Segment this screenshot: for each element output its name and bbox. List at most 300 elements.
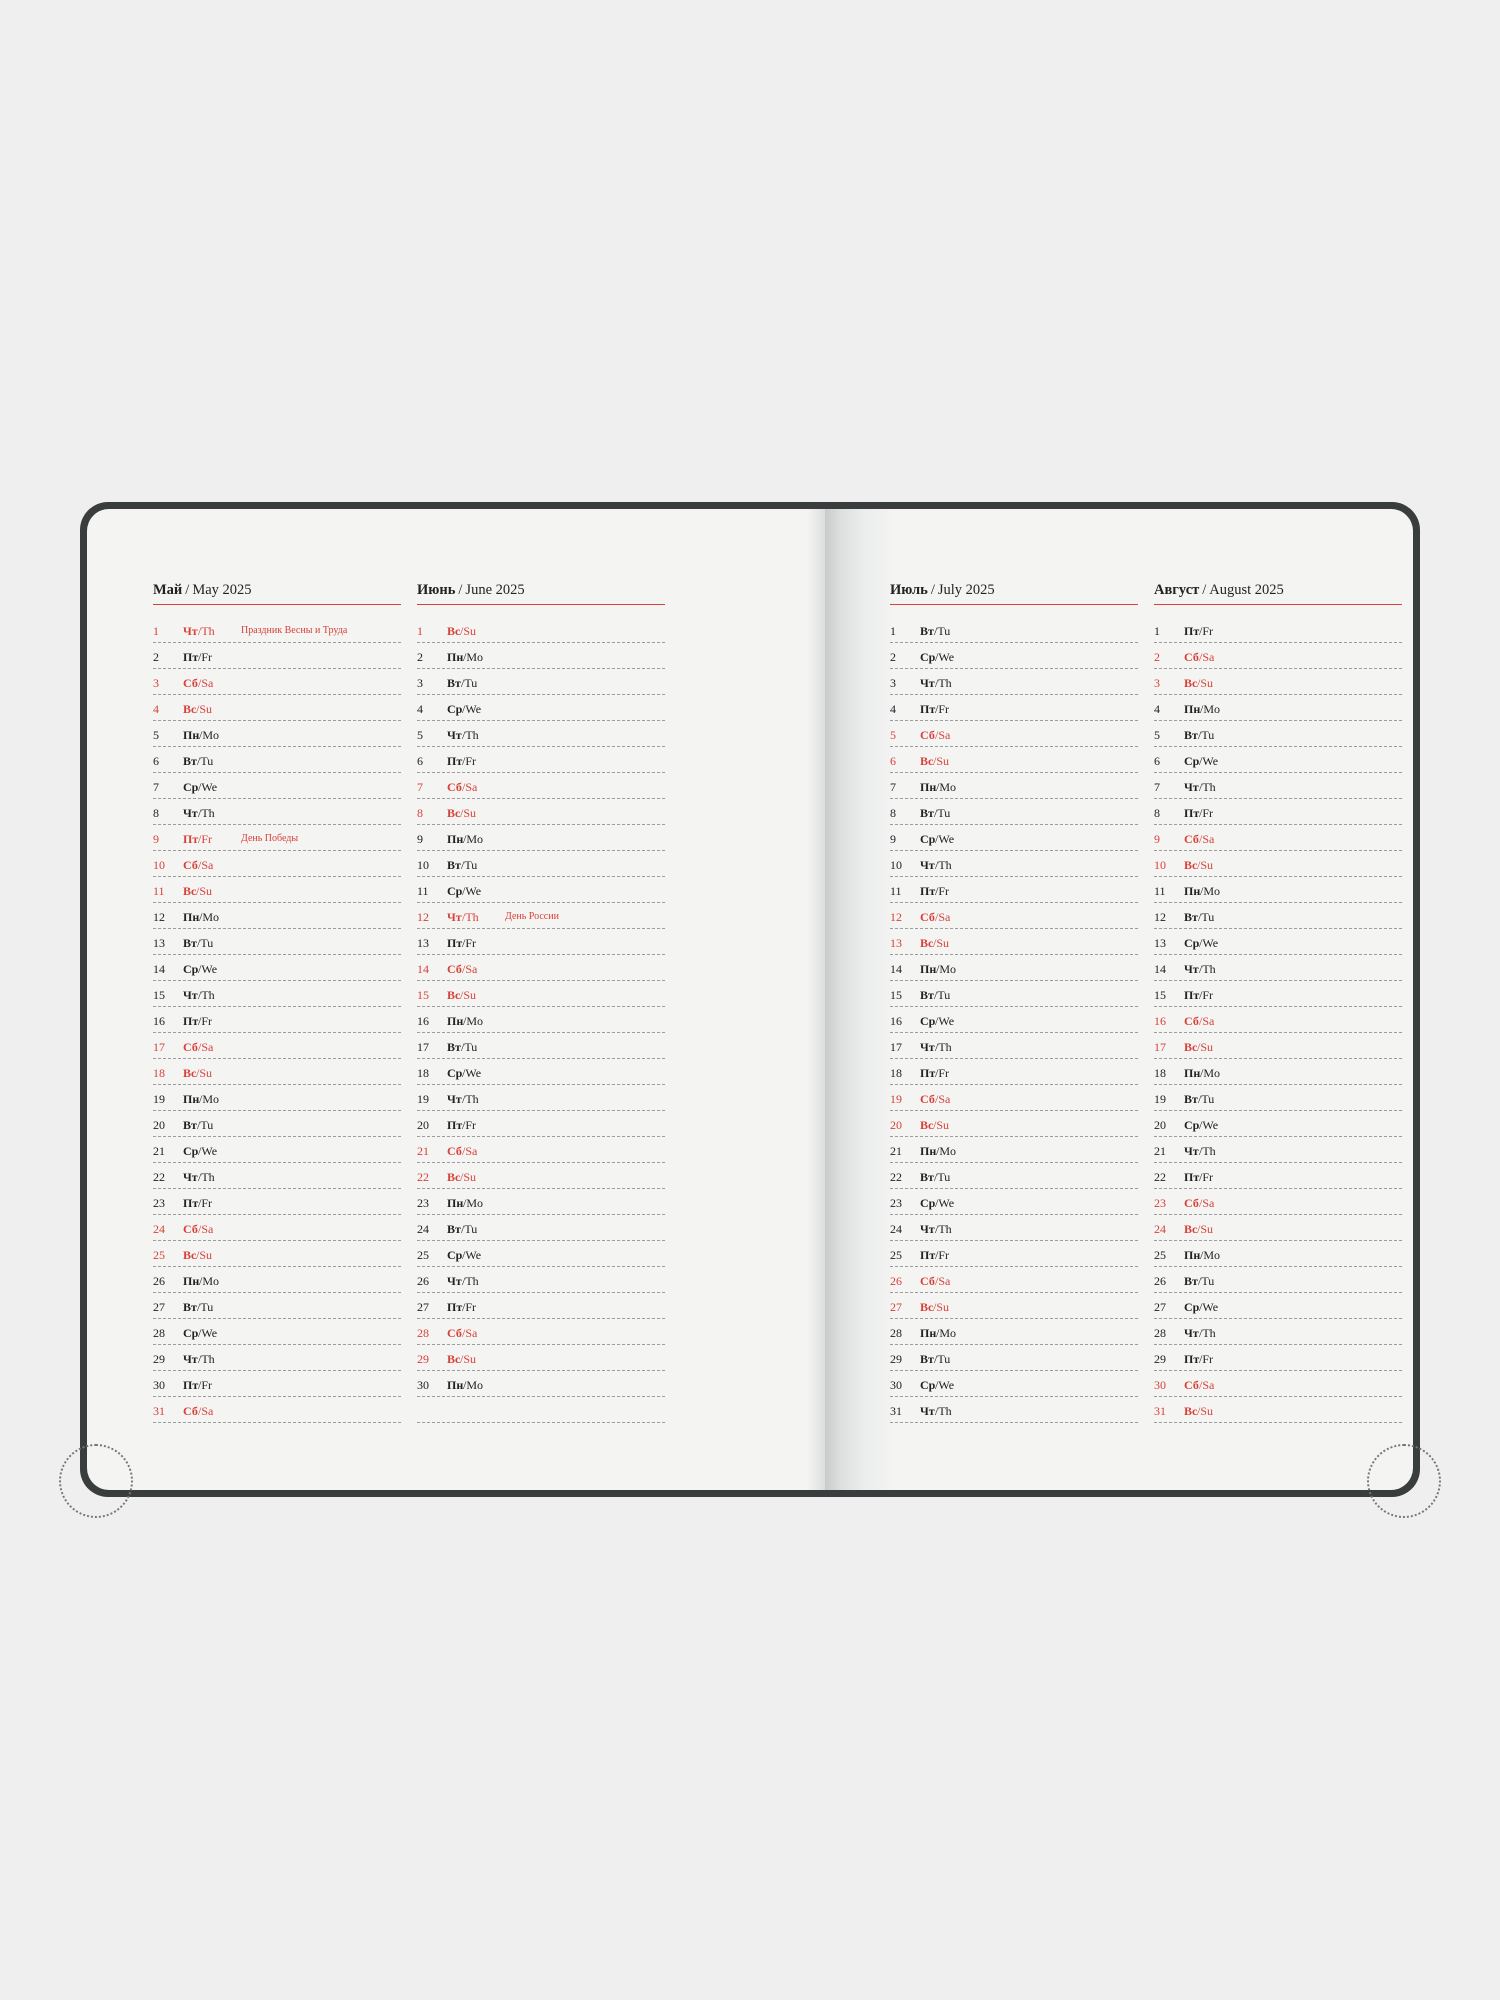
weekday-en	[1199, 832, 1214, 847]
weekday-ru: Пн	[183, 1274, 200, 1288]
weekday-ru: Чт	[1184, 780, 1199, 794]
month-separator: /	[185, 582, 190, 598]
day-row	[890, 1267, 1138, 1293]
day-row	[890, 643, 1138, 669]
day-number: 2	[890, 650, 896, 664]
weekday-separator: /	[463, 1378, 467, 1392]
weekday-en-label: Fr	[1202, 624, 1214, 638]
weekday-ru: Пт	[183, 1014, 199, 1028]
weekday-ru: Сб	[183, 676, 198, 690]
day-number: 9	[1154, 832, 1160, 846]
day-row	[1154, 721, 1402, 747]
weekday-en-label: Fr	[938, 1248, 950, 1262]
day-row	[153, 1111, 401, 1137]
day-number: 25	[890, 1248, 902, 1262]
weekday-separator: /	[1199, 780, 1203, 794]
weekday-ru: Вт	[183, 936, 197, 950]
day-number: 6	[1154, 754, 1160, 768]
day-number: 28	[417, 1326, 429, 1340]
weekday-separator: /	[1198, 728, 1202, 742]
month-separator: /	[458, 582, 463, 598]
weekday-ru: Вс	[447, 806, 461, 820]
day-number: 19	[417, 1092, 429, 1106]
weekday-separator: /	[1197, 1040, 1201, 1054]
weekday-ru: Ср	[920, 832, 936, 846]
weekday-ru: Ср	[920, 1378, 936, 1392]
weekday-en-label: Fr	[1202, 988, 1214, 1002]
weekday-ru: Вт	[1184, 728, 1198, 742]
weekday-en	[462, 884, 481, 899]
day-number: 17	[417, 1040, 429, 1054]
weekday-en-label: We	[465, 702, 482, 716]
day-row	[1154, 643, 1402, 669]
day-row	[890, 1319, 1138, 1345]
weekday-ru: Ср	[920, 650, 936, 664]
weekday-ru: Пт	[183, 1196, 199, 1210]
day-row	[153, 1189, 401, 1215]
day-number: 16	[153, 1014, 165, 1028]
weekday-en-label: Su	[199, 884, 213, 898]
weekday-separator: /	[198, 962, 202, 976]
weekday-ru: Пн	[447, 1378, 464, 1392]
weekday-separator: /	[935, 702, 939, 716]
weekday-en	[196, 702, 212, 717]
weekday-separator: /	[461, 1040, 465, 1054]
weekday-ru: Пн	[1184, 1248, 1201, 1262]
day-row	[153, 669, 401, 695]
weekday-en	[935, 1014, 954, 1029]
weekday-en-label: Sa	[465, 1326, 478, 1340]
day-number: 11	[1154, 884, 1166, 898]
corner-dots-right	[1367, 1444, 1441, 1518]
day-number: 15	[1154, 988, 1166, 1002]
day-number: 22	[1154, 1170, 1166, 1184]
day-row	[890, 773, 1138, 799]
day-number: 9	[890, 832, 896, 846]
weekday-en-label: Su	[463, 624, 477, 638]
day-number: 22	[890, 1170, 902, 1184]
weekday-en	[1199, 988, 1213, 1003]
planner-book	[80, 502, 1420, 1497]
weekday-en	[463, 1196, 483, 1211]
weekday-ru: Сб	[183, 1040, 198, 1054]
weekday-en	[935, 1196, 954, 1211]
weekday-separator: /	[1197, 676, 1201, 690]
day-row	[1154, 1007, 1402, 1033]
weekday-ru: Вт	[183, 1118, 197, 1132]
day-number: 10	[417, 858, 429, 872]
weekday-en	[1197, 1404, 1213, 1419]
day-row	[417, 981, 665, 1007]
day-number: 23	[890, 1196, 902, 1210]
weekday-ru: Сб	[183, 858, 198, 872]
weekday-en	[460, 1170, 476, 1185]
day-row	[153, 929, 401, 955]
day-number: 13	[153, 936, 165, 950]
weekday-en-label: Th	[1202, 962, 1216, 976]
day-row	[417, 825, 665, 851]
weekday-en	[197, 1300, 213, 1315]
weekday-ru: Пт	[183, 650, 199, 664]
weekday-en	[196, 1066, 212, 1081]
day-list	[153, 617, 401, 1423]
weekday-separator: /	[934, 806, 938, 820]
weekday-ru: Ср	[1184, 1300, 1200, 1314]
month-july	[890, 582, 1138, 1423]
weekday-separator: /	[462, 1144, 466, 1158]
weekday-ru: Чт	[183, 624, 198, 638]
weekday-en-label: Mo	[466, 832, 484, 846]
holiday-label: День Победы	[241, 833, 299, 844]
weekday-ru: Ср	[447, 702, 463, 716]
weekday-en-label: We	[938, 1378, 955, 1392]
month-title	[890, 582, 1138, 605]
weekday-en	[935, 832, 954, 847]
day-number: 14	[890, 962, 902, 976]
day-row	[153, 851, 401, 877]
weekday-en-label: Mo	[466, 1014, 484, 1028]
weekday-ru: Пн	[920, 780, 937, 794]
weekday-separator: /	[935, 884, 939, 898]
day-row	[417, 643, 665, 669]
weekday-en-label: Mo	[939, 962, 957, 976]
weekday-ru: Чт	[183, 988, 198, 1002]
day-number: 14	[153, 962, 165, 976]
weekday-en	[199, 1274, 219, 1289]
weekday-separator: /	[936, 1144, 940, 1158]
weekday-separator: /	[198, 1378, 202, 1392]
day-row	[1154, 1111, 1402, 1137]
day-number: 8	[1154, 806, 1160, 820]
day-number: 13	[890, 936, 902, 950]
weekday-en-label: Fr	[1202, 1170, 1214, 1184]
weekday-ru: Чт	[1184, 1326, 1199, 1340]
weekday-en	[197, 936, 213, 951]
day-number: 17	[890, 1040, 902, 1054]
day-row	[153, 773, 401, 799]
weekday-en-label: Tu	[200, 936, 214, 950]
month-title	[417, 582, 665, 605]
weekday-separator: /	[462, 728, 466, 742]
day-number: 10	[890, 858, 902, 872]
weekday-ru: Пн	[447, 1196, 464, 1210]
weekday-ru: Вт	[1184, 1092, 1198, 1106]
weekday-separator: /	[197, 936, 201, 950]
weekday-separator: /	[935, 1404, 939, 1418]
weekday-separator: /	[199, 1274, 203, 1288]
weekday-en-label: Tu	[200, 1300, 214, 1314]
weekday-en-label: Su	[936, 1300, 950, 1314]
day-number: 30	[1154, 1378, 1166, 1392]
day-row	[890, 747, 1138, 773]
day-row	[153, 1033, 401, 1059]
weekday-ru: Ср	[920, 1014, 936, 1028]
weekday-separator: /	[198, 1352, 202, 1366]
day-row	[890, 1345, 1138, 1371]
weekday-separator: /	[1199, 754, 1203, 768]
weekday-en	[1197, 1040, 1213, 1055]
weekday-ru: Ср	[183, 1144, 199, 1158]
day-row	[890, 903, 1138, 929]
weekday-separator: /	[198, 1326, 202, 1340]
day-row	[890, 721, 1138, 747]
day-row	[417, 1215, 665, 1241]
weekday-en	[196, 884, 212, 899]
weekday-separator: /	[462, 702, 466, 716]
weekday-separator: /	[933, 754, 937, 768]
weekday-en-label: We	[465, 884, 482, 898]
weekday-en-label: Fr	[201, 1014, 213, 1028]
day-row	[153, 1345, 401, 1371]
day-number: 16	[1154, 1014, 1166, 1028]
weekday-en-label: Tu	[464, 1040, 478, 1054]
weekday-en-label: Tu	[937, 1170, 951, 1184]
weekday-en-label: Sa	[201, 1222, 214, 1236]
weekday-ru: Вс	[183, 884, 197, 898]
day-number: 24	[1154, 1222, 1166, 1236]
weekday-en-label: Th	[465, 728, 479, 742]
day-row	[417, 929, 665, 955]
weekday-en	[1197, 858, 1213, 873]
weekday-ru: Вс	[183, 1066, 197, 1080]
day-row	[153, 1293, 401, 1319]
day-number: 12	[153, 910, 165, 924]
weekday-separator: /	[933, 1118, 937, 1132]
day-row	[1154, 955, 1402, 981]
weekday-ru: Вт	[1184, 910, 1198, 924]
day-number: 30	[153, 1378, 165, 1392]
weekday-en	[935, 884, 949, 899]
month-separator: /	[930, 582, 935, 598]
weekday-en-label: Tu	[464, 858, 478, 872]
weekday-separator: /	[198, 1144, 202, 1158]
weekday-en	[935, 1378, 954, 1393]
day-row	[890, 825, 1138, 851]
day-number: 4	[1154, 702, 1160, 716]
weekday-en-label: Su	[936, 754, 950, 768]
weekday-ru: Вс	[920, 1300, 934, 1314]
empty-row	[417, 1397, 665, 1423]
weekday-separator: /	[1199, 1014, 1203, 1028]
weekday-en	[1199, 1352, 1213, 1367]
weekday-ru: Вт	[183, 1300, 197, 1314]
weekday-en	[1199, 650, 1214, 665]
day-number: 18	[153, 1066, 165, 1080]
weekday-en-label: Su	[199, 1066, 213, 1080]
weekday-en-label: Mo	[1203, 702, 1221, 716]
weekday-separator: /	[198, 1404, 202, 1418]
weekday-en	[1197, 676, 1213, 691]
weekday-separator: /	[198, 1222, 202, 1236]
weekday-separator: /	[935, 676, 939, 690]
weekday-en-label: We	[938, 832, 955, 846]
day-row	[417, 851, 665, 877]
weekday-en	[1200, 1066, 1220, 1081]
weekday-en-label: Th	[938, 858, 952, 872]
weekday-en	[462, 702, 481, 717]
weekday-ru: Сб	[183, 1404, 198, 1418]
weekday-en-label: We	[201, 1144, 218, 1158]
day-row	[1154, 825, 1402, 851]
weekday-ru: Сб	[1184, 1014, 1199, 1028]
day-row	[1154, 877, 1402, 903]
weekday-en	[936, 1144, 956, 1159]
weekday-en-label: Sa	[465, 780, 478, 794]
weekday-en	[198, 988, 215, 1003]
weekday-separator: /	[1199, 936, 1203, 950]
weekday-en	[462, 728, 479, 743]
weekday-separator: /	[933, 936, 937, 950]
day-number: 28	[153, 1326, 165, 1340]
day-number: 19	[1154, 1092, 1166, 1106]
weekday-ru: Вт	[920, 806, 934, 820]
day-row	[153, 1215, 401, 1241]
weekday-en	[199, 910, 219, 925]
month-may	[153, 582, 401, 1423]
weekday-separator: /	[1199, 806, 1203, 820]
day-row	[153, 825, 401, 851]
weekday-ru: Чт	[447, 1274, 462, 1288]
weekday-separator: /	[936, 1326, 940, 1340]
day-number: 29	[417, 1352, 429, 1366]
weekday-separator: /	[199, 910, 203, 924]
weekday-en-label: Sa	[465, 962, 478, 976]
day-row	[153, 617, 401, 643]
weekday-en-label: Th	[938, 676, 952, 690]
weekday-en	[461, 858, 477, 873]
day-number: 5	[1154, 728, 1160, 742]
weekday-en	[933, 1118, 949, 1133]
weekday-en	[1199, 1118, 1218, 1133]
weekday-en-label: Th	[201, 806, 215, 820]
weekday-en-label: Sa	[1202, 832, 1215, 846]
weekday-ru: Пн	[1184, 1066, 1201, 1080]
weekday-en-label: Th	[465, 1274, 479, 1288]
day-row	[417, 1345, 665, 1371]
day-row	[1154, 773, 1402, 799]
weekday-separator: /	[198, 624, 202, 638]
weekday-ru: Вт	[447, 676, 461, 690]
weekday-separator: /	[935, 1196, 939, 1210]
day-number: 6	[417, 754, 423, 768]
weekday-en-label: Fr	[938, 884, 950, 898]
weekday-ru: Чт	[183, 806, 198, 820]
day-number: 27	[1154, 1300, 1166, 1314]
day-row	[153, 799, 401, 825]
weekday-separator: /	[461, 676, 465, 690]
day-row	[890, 1033, 1138, 1059]
day-number: 1	[890, 624, 896, 638]
day-row	[417, 1033, 665, 1059]
weekday-en-label: Tu	[1201, 728, 1215, 742]
month-name-en: June 2025	[465, 582, 525, 598]
weekday-en-label: Tu	[200, 1118, 214, 1132]
weekday-ru: Чт	[1184, 1144, 1199, 1158]
weekday-en-label: Fr	[1202, 1352, 1214, 1366]
weekday-en-label: Su	[936, 936, 950, 950]
holiday-label: Праздник Весны и Труда	[241, 625, 348, 636]
weekday-en	[936, 780, 956, 795]
weekday-ru: Вт	[1184, 1274, 1198, 1288]
weekday-en-label: Mo	[1203, 1066, 1221, 1080]
weekday-ru: Чт	[920, 1222, 935, 1236]
weekday-separator: /	[196, 1248, 200, 1262]
weekday-en-label: Fr	[465, 936, 477, 950]
day-number: 15	[417, 988, 429, 1002]
weekday-ru: Вт	[920, 1170, 934, 1184]
day-row	[1154, 617, 1402, 643]
weekday-separator: /	[197, 754, 201, 768]
weekday-en	[1199, 806, 1213, 821]
weekday-ru: Сб	[183, 1222, 198, 1236]
weekday-ru: Ср	[1184, 754, 1200, 768]
weekday-separator: /	[936, 962, 940, 976]
weekday-separator: /	[463, 1196, 467, 1210]
day-number: 26	[417, 1274, 429, 1288]
day-number: 8	[890, 806, 896, 820]
weekday-separator: /	[1198, 1092, 1202, 1106]
weekday-en-label: Su	[1200, 1404, 1214, 1418]
day-row	[153, 1163, 401, 1189]
weekday-ru: Вс	[447, 988, 461, 1002]
weekday-en-label: Su	[463, 1352, 477, 1366]
weekday-ru: Пн	[1184, 884, 1201, 898]
month-name-en: July 2025	[937, 582, 995, 598]
day-number: 21	[417, 1144, 429, 1158]
weekday-ru: Вс	[1184, 676, 1198, 690]
weekday-separator: /	[199, 728, 203, 742]
weekday-separator: /	[1199, 1196, 1203, 1210]
weekday-separator: /	[462, 884, 466, 898]
weekday-en	[462, 1274, 479, 1289]
weekday-en-label: Th	[1202, 1144, 1216, 1158]
day-number: 23	[1154, 1196, 1166, 1210]
weekday-separator: /	[462, 1326, 466, 1340]
weekday-en-label: Fr	[201, 1196, 213, 1210]
weekday-ru: Сб	[1184, 1196, 1199, 1210]
weekday-separator: /	[460, 1352, 464, 1366]
weekday-ru: Ср	[447, 1248, 463, 1262]
weekday-en-label: Th	[201, 1170, 215, 1184]
day-number: 25	[1154, 1248, 1166, 1262]
day-number: 28	[890, 1326, 902, 1340]
day-number: 16	[417, 1014, 429, 1028]
day-number: 23	[417, 1196, 429, 1210]
weekday-en-label: Sa	[465, 1144, 478, 1158]
day-number: 7	[153, 780, 159, 794]
weekday-separator: /	[463, 832, 467, 846]
weekday-en	[1199, 1170, 1213, 1185]
weekday-separator: /	[197, 1300, 201, 1314]
day-number: 21	[153, 1144, 165, 1158]
weekday-en	[463, 650, 483, 665]
corner-dots-left	[59, 1444, 133, 1518]
day-number: 19	[153, 1092, 165, 1106]
day-row	[1154, 851, 1402, 877]
weekday-en	[935, 858, 952, 873]
weekday-en	[1200, 702, 1220, 717]
weekday-en	[198, 858, 213, 873]
month-title	[153, 582, 401, 605]
weekday-en	[933, 936, 949, 951]
weekday-ru: Вс	[1184, 1222, 1198, 1236]
weekday-ru: Пн	[1184, 702, 1201, 716]
day-row	[417, 1137, 665, 1163]
day-row	[417, 1163, 665, 1189]
day-row	[417, 773, 665, 799]
weekday-ru: Сб	[1184, 650, 1199, 664]
weekday-en-label: Th	[938, 1222, 952, 1236]
